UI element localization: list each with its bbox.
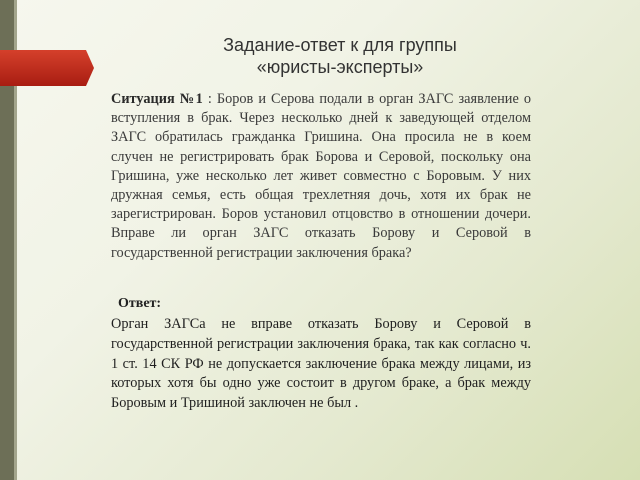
red-accent-arrow	[0, 50, 94, 86]
slide-title	[150, 34, 530, 78]
answer-label: Ответ:	[118, 296, 162, 311]
slide-title-line-2: «юристы-эксперты»	[256, 57, 424, 77]
situation-label: Ситуация №1	[111, 91, 203, 107]
slide-title-line-1: Задание-ответ к для группы	[223, 35, 457, 55]
situation-text: : Боров и Серова подали в орган ЗАГС заявление о вступления в брак. Через несколько дней к заведующей отделом ЗАГС обратилась гражданка Гришина. Она просила не в коем случен не регистрировать брак Борова и Серовой, поскольку она Гришина, уже несколько лет живет совместно с Боровым. У них дружная семья, есть общая трехлетняя дочь, хотя их брак не зарегистрирован. Боров установил отцовство в отношении дочери. Вправе ли орган ЗАГС отказать Борову и Серовой в государственной регистрации заключения брака?	[111, 91, 531, 261]
answer-paragraph: Орган ЗАГСа не вправе отказать Борову и Серовой в государственной регистрации заключения брака, так как согласно ч. 1 ст. 14 СК РФ не допускается заключение брака между лицами, из которых хотя бы одно уже состоит в другом браке, а брак между Боровым и Тришиной заключен не был .	[111, 316, 531, 412]
situation-paragraph	[111, 90, 531, 263]
